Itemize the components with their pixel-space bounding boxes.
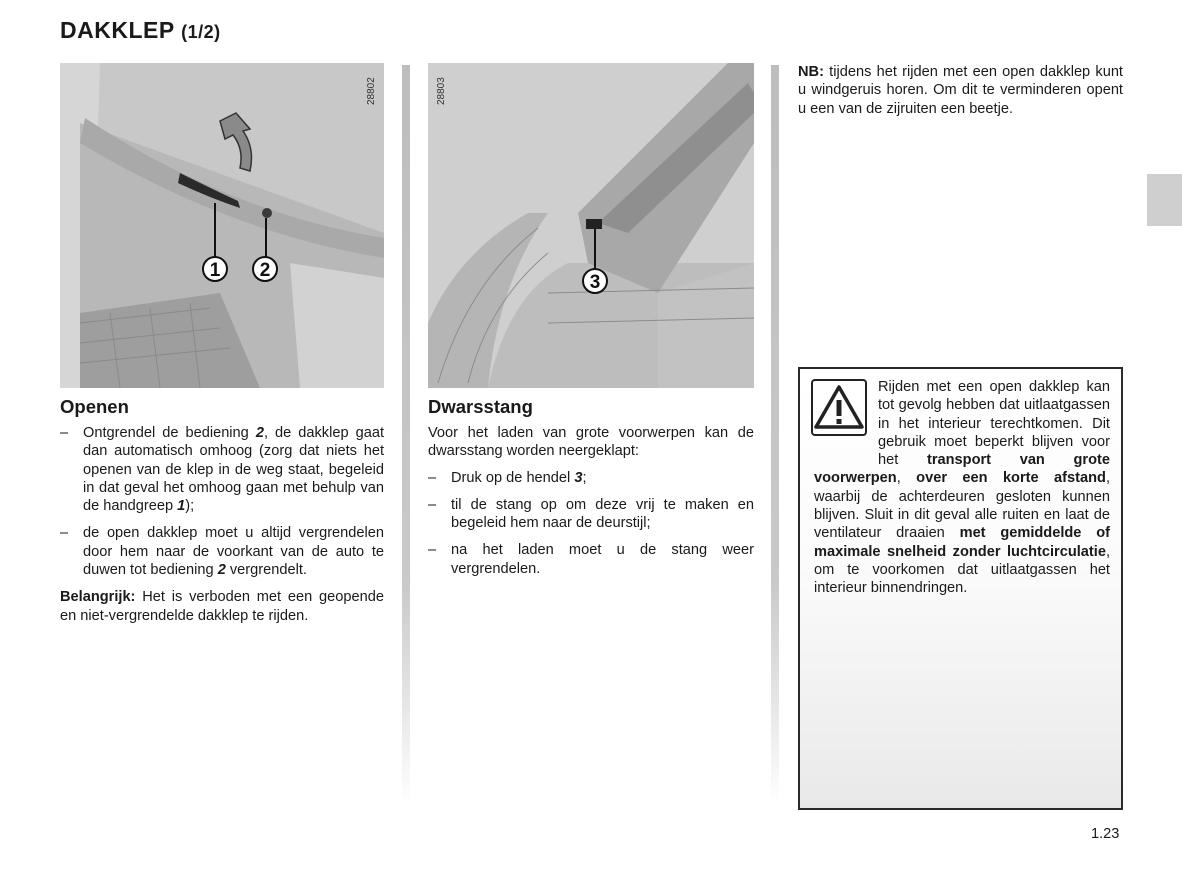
nb-note: NB: tijdens het rijden met een open dakklep kunt u windgeruis horen. Om dit te verminderen opent u een van de zijruiten een beetje. <box>798 64 1123 117</box>
photo-code: 28802 <box>366 77 377 105</box>
chapter-tab <box>1147 174 1182 226</box>
roof-hatch-illustration <box>60 63 384 388</box>
callout-label-1: 1 <box>209 260 221 281</box>
list-item: – til de stang op om deze vrij te maken en begeleid hem naar de deurstijl; <box>428 496 754 533</box>
photo-cross-bar <box>428 63 754 388</box>
column-divider <box>771 65 779 805</box>
dwarsstang-list <box>428 469 754 578</box>
column-divider <box>402 65 410 805</box>
list-item: – de open dakklep moet u altijd vergrendelen door hem naar de voorkant van de auto te duwen tot bediening 2 vergrendelt. <box>60 524 384 579</box>
callout-label-2: 2 <box>259 260 271 281</box>
column-openen <box>60 63 384 625</box>
warning-box <box>798 367 1123 810</box>
intro-text: Voor het laden van grote voorwerpen kan de dwarsstang worden neergeklapt: <box>428 425 754 460</box>
warning-text: Rijden met een open dakklep kan tot gevolg hebben dat uitlaatgassen in het interieur terechtkomen. Dit gebruik moet beperkt blijven voor het transport van grote voorwerpen, over een korte afstand, waarbij de achterdeuren gesloten kunnen blijven. Sluit in dit geval alle ruiten en laat de ventilateur draaien met gemiddelde of maximale snelheid zonder luchtcirculatie, om te voorkomen dat uitlaatgassen het interieur binnendringen. <box>814 379 1111 597</box>
title-main: DAKKLEP <box>60 17 175 43</box>
column-dwarsstang <box>428 63 754 587</box>
title-suffix: (1/2) <box>181 22 221 42</box>
list-item: – Ontgrendel de bediening 2, de dakklep gaat dan automatisch omhoog (zorg dat niets het openen van de klep in de weg staat, begeleid in dat geval het omhoog gaan met behulp van de handgreep 1); <box>60 424 384 515</box>
photo-roof-hatch-interior <box>60 63 384 388</box>
heading-dwarsstang: Dwarsstang <box>428 396 533 417</box>
heading-openen: Openen <box>60 396 129 417</box>
page-number: 1.23 <box>1091 826 1120 842</box>
callout-label-3: 3 <box>589 272 601 293</box>
note-belangrijk: Belangrijk: Het is verboden met een geopende en niet-vergrendelde dakklep te rijden. <box>60 589 384 624</box>
list-item: – na het laden moet u de stang weer vergrendelen. <box>428 541 754 578</box>
column-notes <box>798 63 1123 118</box>
openen-list <box>60 424 384 579</box>
page-title <box>60 17 221 44</box>
cross-bar-illustration <box>428 63 754 388</box>
list-item: – Druk op de hendel 3; <box>428 469 754 487</box>
photo-code: 28803 <box>436 77 447 105</box>
